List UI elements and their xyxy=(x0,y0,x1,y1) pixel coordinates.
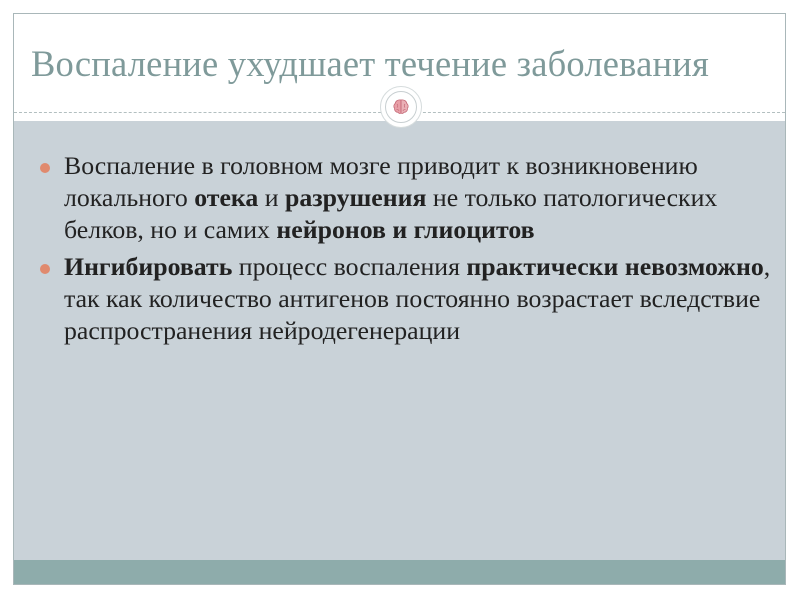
bullet-text: процесс воспаления xyxy=(232,252,467,281)
emblem xyxy=(380,86,422,128)
bullet-item xyxy=(40,251,780,347)
bullet-text-bold: практически невозможно xyxy=(466,252,764,281)
footer-band xyxy=(14,560,785,585)
bullet-text-bold: разрушения xyxy=(285,183,427,212)
slide-title: Воспаление ухудшает течение заболевания xyxy=(31,43,709,84)
bullet-dot-icon xyxy=(40,163,50,173)
bullet-text: и xyxy=(258,183,285,212)
bullet-text: не только патологических белков, но и самих xyxy=(64,183,718,244)
bullet-text-bold: отека xyxy=(194,183,259,212)
bullet-dot-icon xyxy=(40,264,50,274)
bullet-text-bold: Ингибировать xyxy=(64,252,233,281)
bullet-item xyxy=(40,150,780,246)
brain-icon xyxy=(391,97,411,117)
bullet-text: , так как количество антигенов постоянно возрастает вследствие распространения нейродегенерации xyxy=(64,252,771,345)
bullet-text: Воспаление в головном мозге приводит к возникновению локального xyxy=(64,151,698,212)
bullet-text-bold: нейронов и глиоцитов xyxy=(276,215,535,244)
emblem-ring xyxy=(385,91,417,123)
slide xyxy=(13,13,786,585)
bullet-list xyxy=(40,150,780,352)
